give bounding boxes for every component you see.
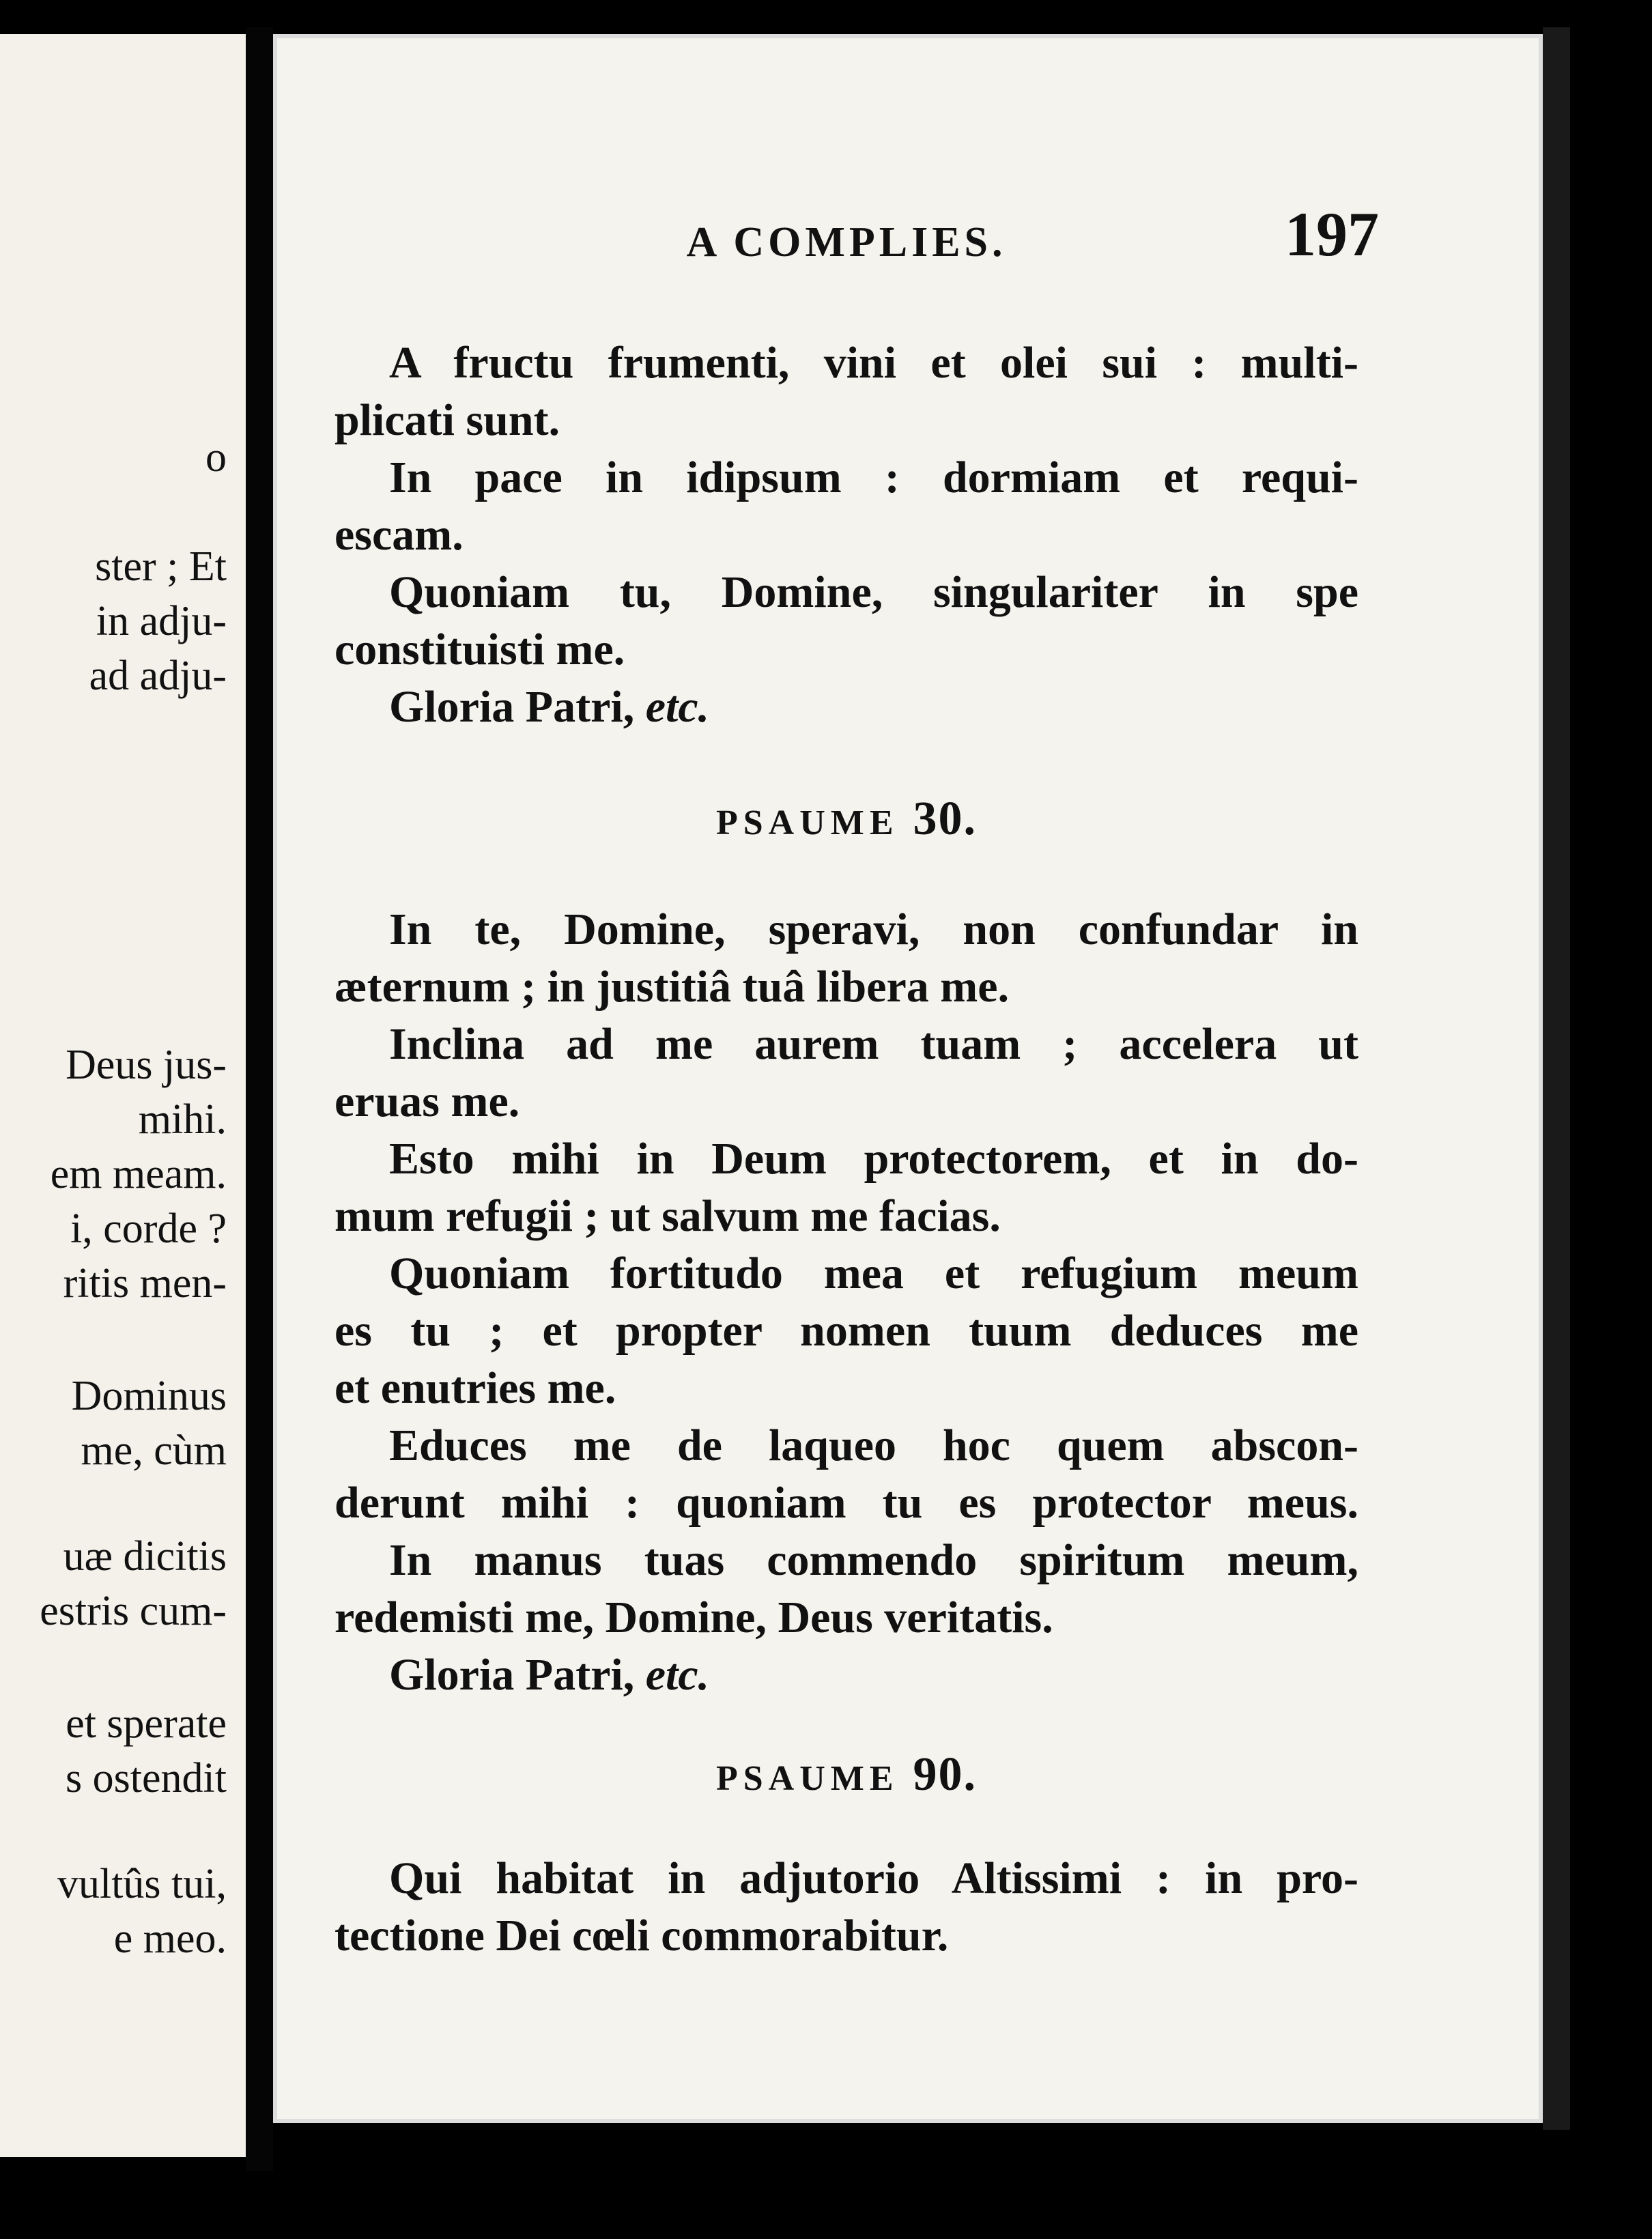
left-line: Deus jus-	[66, 1042, 227, 1088]
book-page	[273, 34, 1543, 2123]
book-gutter	[246, 27, 273, 2171]
text-line: es tu ; et propter nomen tuum deduces me	[334, 1306, 1358, 1356]
text-line: Inclina ad me aurem tuam ; accelera ut	[389, 1019, 1358, 1069]
text-line: In manus tuas commendo spiritum meum,	[389, 1535, 1358, 1585]
text-line: constituisti me.	[334, 625, 625, 674]
text-line: tectione Dei cœli commorabitur.	[334, 1911, 949, 1960]
left-line: in adju-	[96, 598, 227, 644]
text-line: escam.	[334, 510, 464, 560]
psalm-heading-word: PSAUME	[715, 803, 913, 842]
gloria-text: Gloria Patri,	[389, 682, 646, 732]
text-line: mum refugii ; ut salvum me facias.	[334, 1191, 1001, 1241]
left-line: vultûs tui,	[57, 1861, 227, 1907]
running-head	[334, 198, 1379, 273]
psalm-heading-number: 90.	[913, 1748, 978, 1801]
facing-page-fragment	[0, 34, 246, 2157]
left-line: ad adju-	[89, 653, 227, 699]
psalm-heading-number: 30.	[913, 793, 978, 845]
page-edge-shadow	[1543, 27, 1570, 2130]
gloria-line	[334, 679, 1358, 736]
gloria-line	[334, 1646, 1358, 1704]
left-line: et sperate	[66, 1700, 227, 1747]
text-line: plicati sunt.	[334, 395, 560, 445]
page-number: 197	[1285, 199, 1379, 269]
left-line: e meo.	[113, 1915, 227, 1962]
psalm-heading	[334, 1748, 1358, 1802]
text-line: eruas me.	[334, 1076, 520, 1126]
text-line: Educes me de laqueo hoc quem abscon-	[389, 1421, 1358, 1470]
text-line: In te, Domine, speravi, non confundar in	[389, 904, 1358, 954]
text-line: Esto mihi in Deum protectorem, et in do-	[389, 1134, 1358, 1184]
text-line: Qui habitat in adjutorio Altissimi : in pro-	[389, 1853, 1358, 1903]
left-line: i, corde ?	[70, 1206, 227, 1252]
left-line: ritis men-	[63, 1260, 227, 1307]
etc-abbrev: etc.	[645, 682, 710, 732]
text-line: Quoniam tu, Domine, singulariter in spe	[389, 567, 1358, 617]
left-line: mihi.	[138, 1096, 227, 1143]
left-line: o	[205, 434, 227, 481]
left-line: me, cùm	[81, 1427, 227, 1474]
left-line: uæ dicitis	[63, 1533, 227, 1580]
text-line: derunt mihi : quoniam tu es protector meus.	[334, 1478, 1358, 1528]
running-head-title: A COMPLIES.	[686, 219, 1007, 266]
text-line: æternum ; in justitiâ tuâ libera me.	[334, 962, 1010, 1012]
left-line: Dominus	[71, 1373, 227, 1419]
text-line: redemisti me, Domine, Deus veritatis.	[334, 1593, 1053, 1642]
text-line: In pace in idipsum : dormiam et requi-	[389, 453, 1358, 502]
left-line: em meam.	[50, 1151, 227, 1197]
psalm-heading	[334, 792, 1358, 846]
left-line: estris cum-	[40, 1588, 227, 1634]
text-line: Quoniam fortitudo mea et refugium meum	[389, 1249, 1358, 1298]
text-line: A fructu frumenti, vini et olei sui : multi-	[389, 338, 1358, 388]
etc-abbrev: etc.	[645, 1650, 710, 1700]
text-line: et enutries me.	[334, 1363, 616, 1413]
gloria-text: Gloria Patri,	[389, 1650, 646, 1700]
left-line: s ostendit	[66, 1755, 227, 1801]
psalm-heading-word: PSAUME	[715, 1759, 913, 1798]
left-line: ster ; Et	[95, 543, 227, 590]
